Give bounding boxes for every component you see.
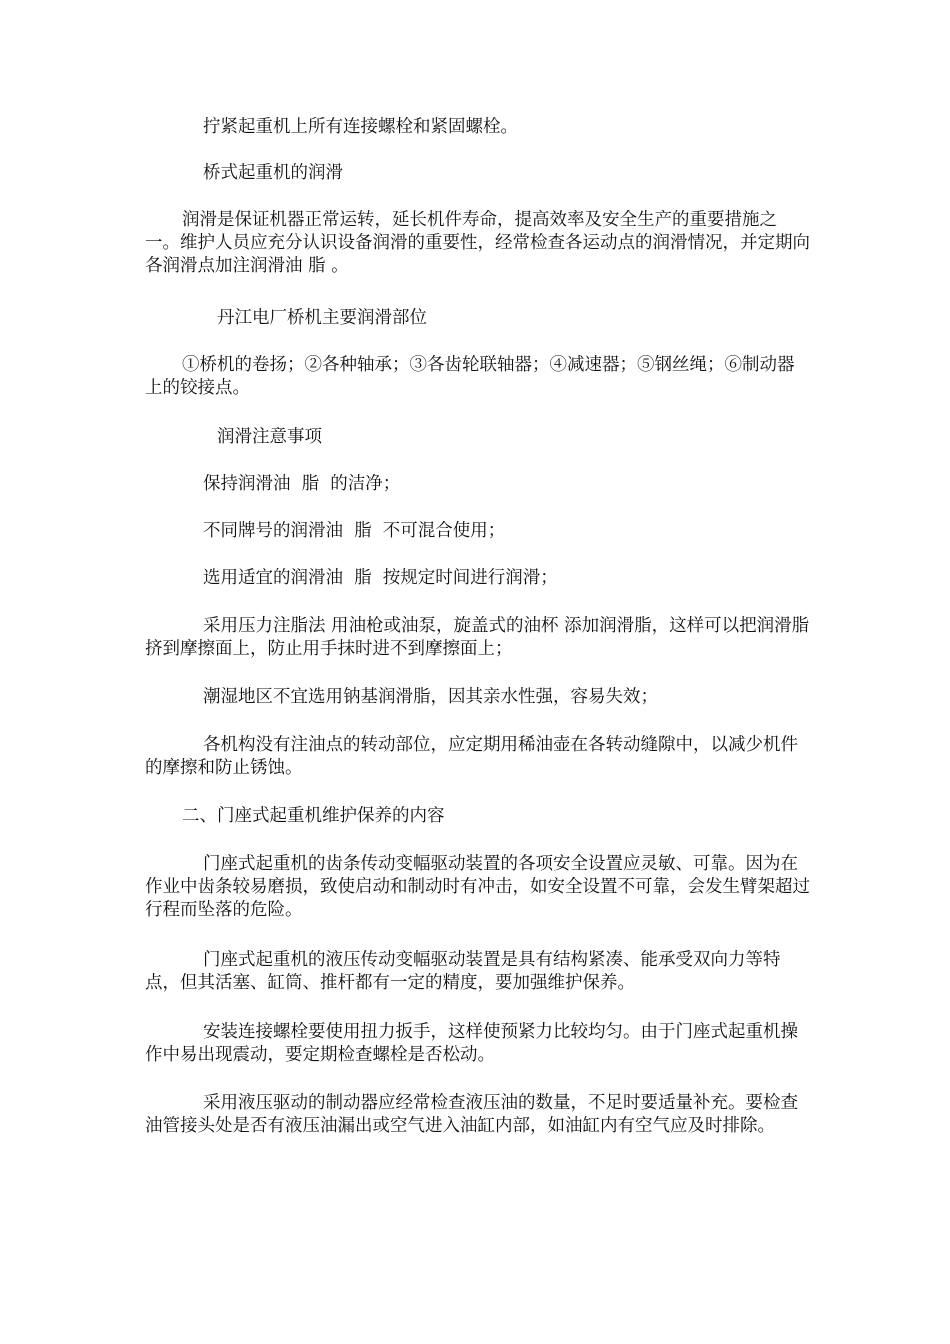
paragraph-torque-wrench: 安装连接螺栓要使用扭力扳手，这样使预紧力比较均匀。由于门座式起重机操作中易出现震动，要定期检查螺栓是否松动。 — [145, 1022, 798, 1065]
heading-main-lubrication-points: 丹江电厂桥机主要润滑部位 — [217, 308, 427, 328]
paragraph-lubrication-points-list: ①桥机的卷扬；②各种轴承；③各齿轮联轴器；④减速器；⑤钢丝绳；⑥制动器上的铰接点。 — [145, 355, 795, 398]
paragraph-hydraulic-luffing: 门座式起重机的液压传动变幅驱动装置是具有结构紧凑、能承受双向力等特点，但其活塞、缸筒、推杆都有一定的精度，要加强维护保养。 — [145, 950, 781, 993]
paragraph-pressure-greasing: 采用压力注脂法 用油枪或油泵，旋盖式的油杯 添加润滑脂，这样可以把润滑脂挤到摩擦面上，防止用手抹时进不到摩擦面上； — [145, 616, 810, 659]
heading-bridge-crane-lubrication: 桥式起重机的润滑 — [203, 163, 343, 183]
paragraph-hydraulic-brake: 采用液压驱动的制动器应经常检查液压油的数量，不足时要适量补充。要检查油管接头处是否有液压油漏出或空气进入油缸内部，如油缸内有空气应及时排除。 — [145, 1093, 798, 1136]
paragraph-proper-grease: 选用适宜的润滑油 脂 按规定时间进行润滑； — [203, 568, 558, 588]
heading-portal-crane-maintenance: 二、门座式起重机维护保养的内容 — [182, 806, 445, 826]
paragraph-rack-luffing: 门座式起重机的齿条传动变幅驱动装置的各项安全设置应灵敏、可靠。因为在作业中齿条较易磨损，致使启动和制动时有冲击，如安全设置不可靠，会发生臂架超过行程而坠落的危险。 — [145, 854, 810, 920]
paragraph-keep-clean: 保持润滑油 脂 的洁净； — [203, 474, 401, 494]
paragraph-no-mixing: 不同牌号的润滑油 脂 不可混合使用； — [203, 521, 506, 541]
paragraph-no-oiling-points: 各机构没有注油点的转动部位，应定期用稀油壶在各转动缝隙中，以减少机件的摩擦和防止锈蚀。 — [145, 735, 798, 778]
paragraph-lubrication-importance: 润滑是保证机器正常运转，延长机件寿命，提高效率及安全生产的重要措施之一。维护人员应充分认识设备润滑的重要性，经常检查各运动点的润滑情况，并定期向各润滑点加注润滑油 脂 。 — [145, 210, 810, 276]
paragraph-tighten-bolts: 拧紧起重机上所有连接螺栓和紧固螺栓。 — [203, 117, 518, 137]
paragraph-humid-areas: 潮湿地区不宜选用钠基润滑脂，因其亲水性强，容易失效； — [203, 687, 658, 707]
heading-lubrication-notes: 润滑注意事项 — [217, 427, 322, 447]
